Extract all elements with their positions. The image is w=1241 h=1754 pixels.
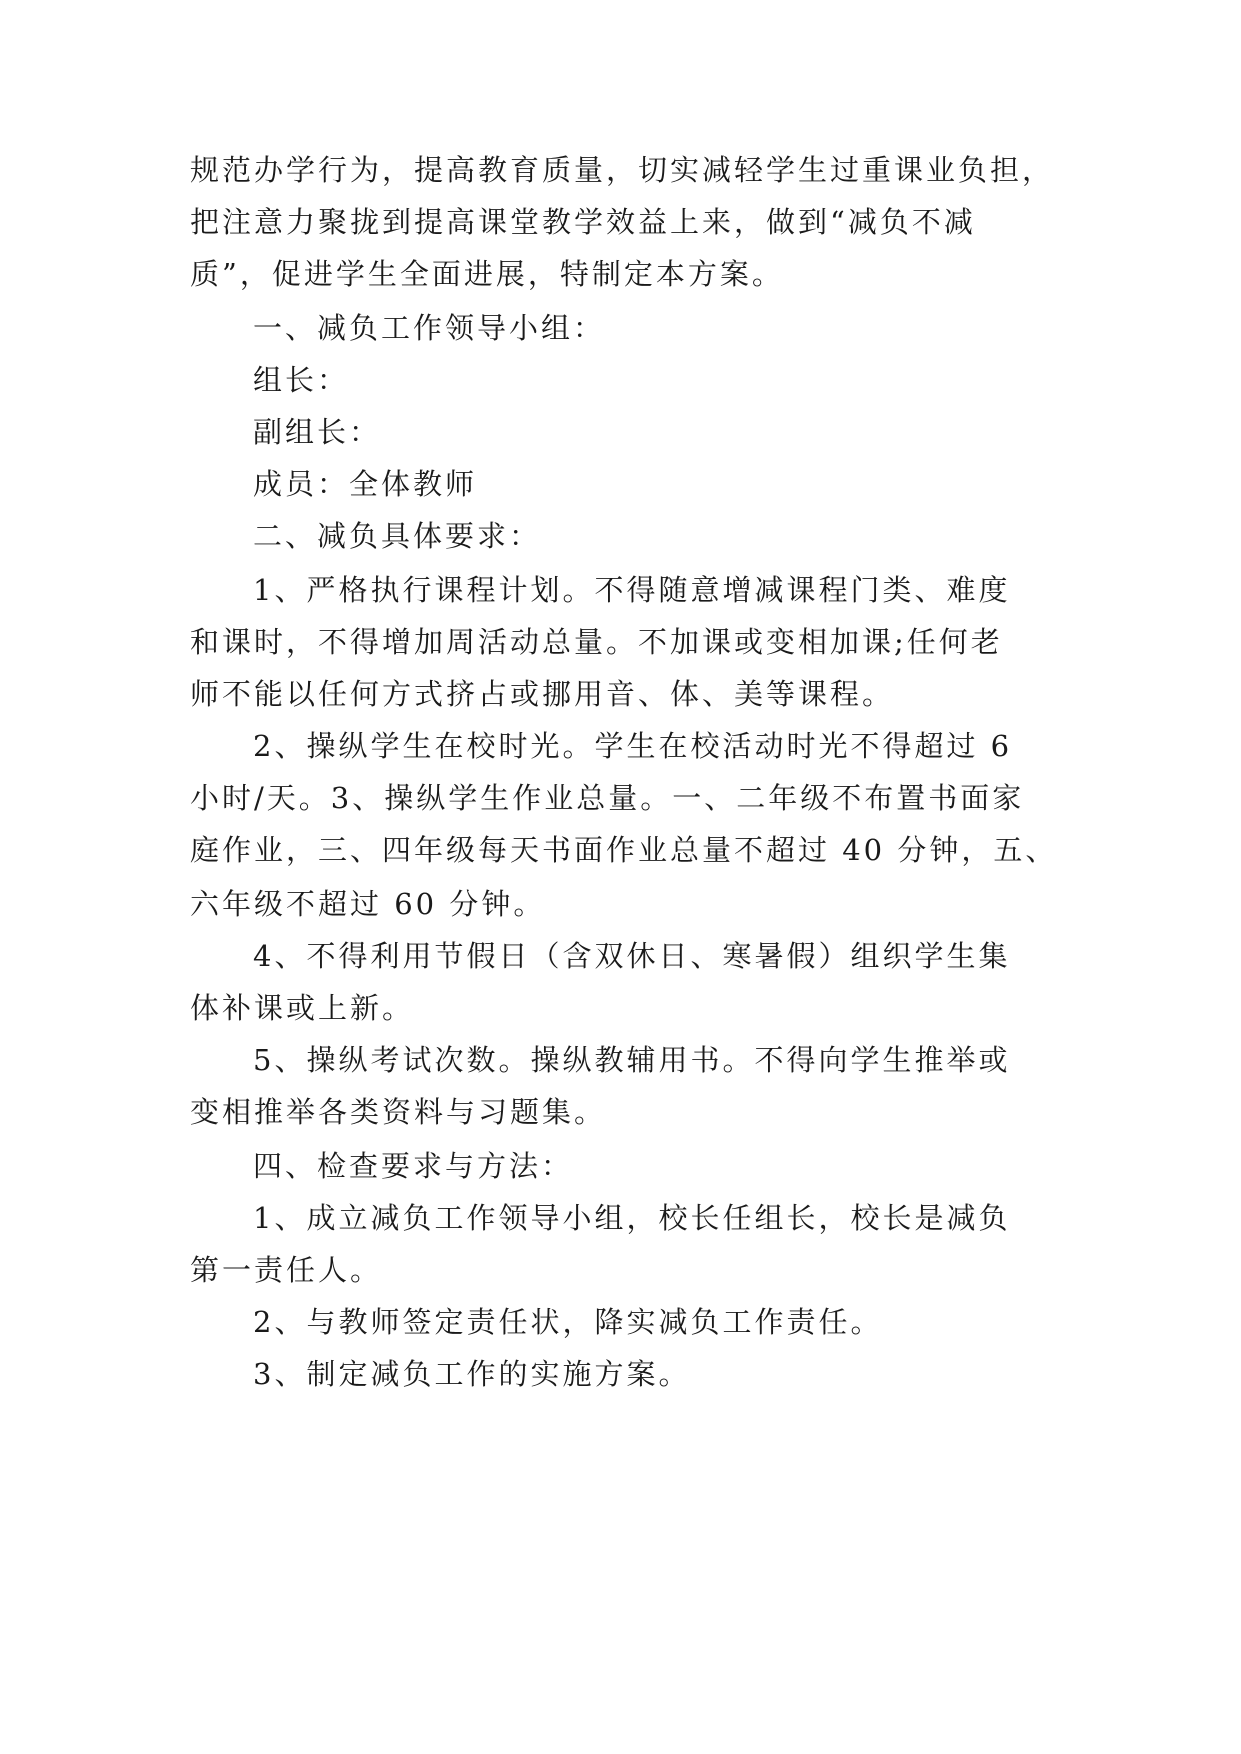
text-line: 副组长：: [253, 415, 382, 449]
text-line: 六年级不超过 60 分钟。: [190, 887, 546, 921]
text-line: 5、操纵考试次数。操纵教辅用书。不得向学生推举或: [253, 1043, 1011, 1077]
text-line: 质”，促进学生全面进展，特制定本方案。: [190, 257, 784, 291]
text-line: 4、不得利用节假日（含双休日、寒暑假）组织学生集: [253, 939, 1011, 973]
text-line: 1、成立减负工作领导小组，校长任组长，校长是减负: [253, 1201, 1011, 1235]
text-line: 小时/天。3、操纵学生作业总量。一、二年级不布置书面家: [190, 781, 1025, 815]
text-line: 和课时，不得增加周活动总量。不加课或变相加课;任何老: [190, 625, 1003, 659]
section-heading: 二、减负具体要求：: [253, 519, 542, 553]
text-line: 组长：: [253, 363, 350, 397]
text-line: 2、与教师签定责任状，降实减负工作责任。: [253, 1305, 883, 1339]
section-heading: 一、减负工作领导小组：: [253, 311, 606, 345]
text-line: 第一责任人。: [190, 1253, 383, 1287]
text-line: 体补课或上新。: [190, 991, 415, 1025]
text-line: 师不能以任何方式挤占或挪用音、体、美等课程。: [190, 677, 895, 711]
text-line: 3、制定减负工作的实施方案。: [253, 1357, 691, 1391]
text-line: 成员：全体教师: [253, 467, 478, 501]
text-line: 规范办学行为，提高教育质量，切实减轻学生过重课业负担，: [190, 153, 1055, 187]
text-line: 1、严格执行课程计划。不得随意增减课程门类、难度: [253, 573, 1011, 607]
section-heading: 四、检查要求与方法：: [253, 1149, 574, 1183]
text-line: 把注意力聚拢到提高课堂教学效益上来，做到“减负不减: [190, 205, 976, 239]
text-line: 变相推举各类资料与习题集。: [190, 1095, 607, 1129]
text-line: 庭作业，三、四年级每天书面作业总量不超过 40 分钟，五、: [190, 833, 1058, 867]
text-line: 2、操纵学生在校时光。学生在校活动时光不得超过 6: [253, 729, 1013, 763]
